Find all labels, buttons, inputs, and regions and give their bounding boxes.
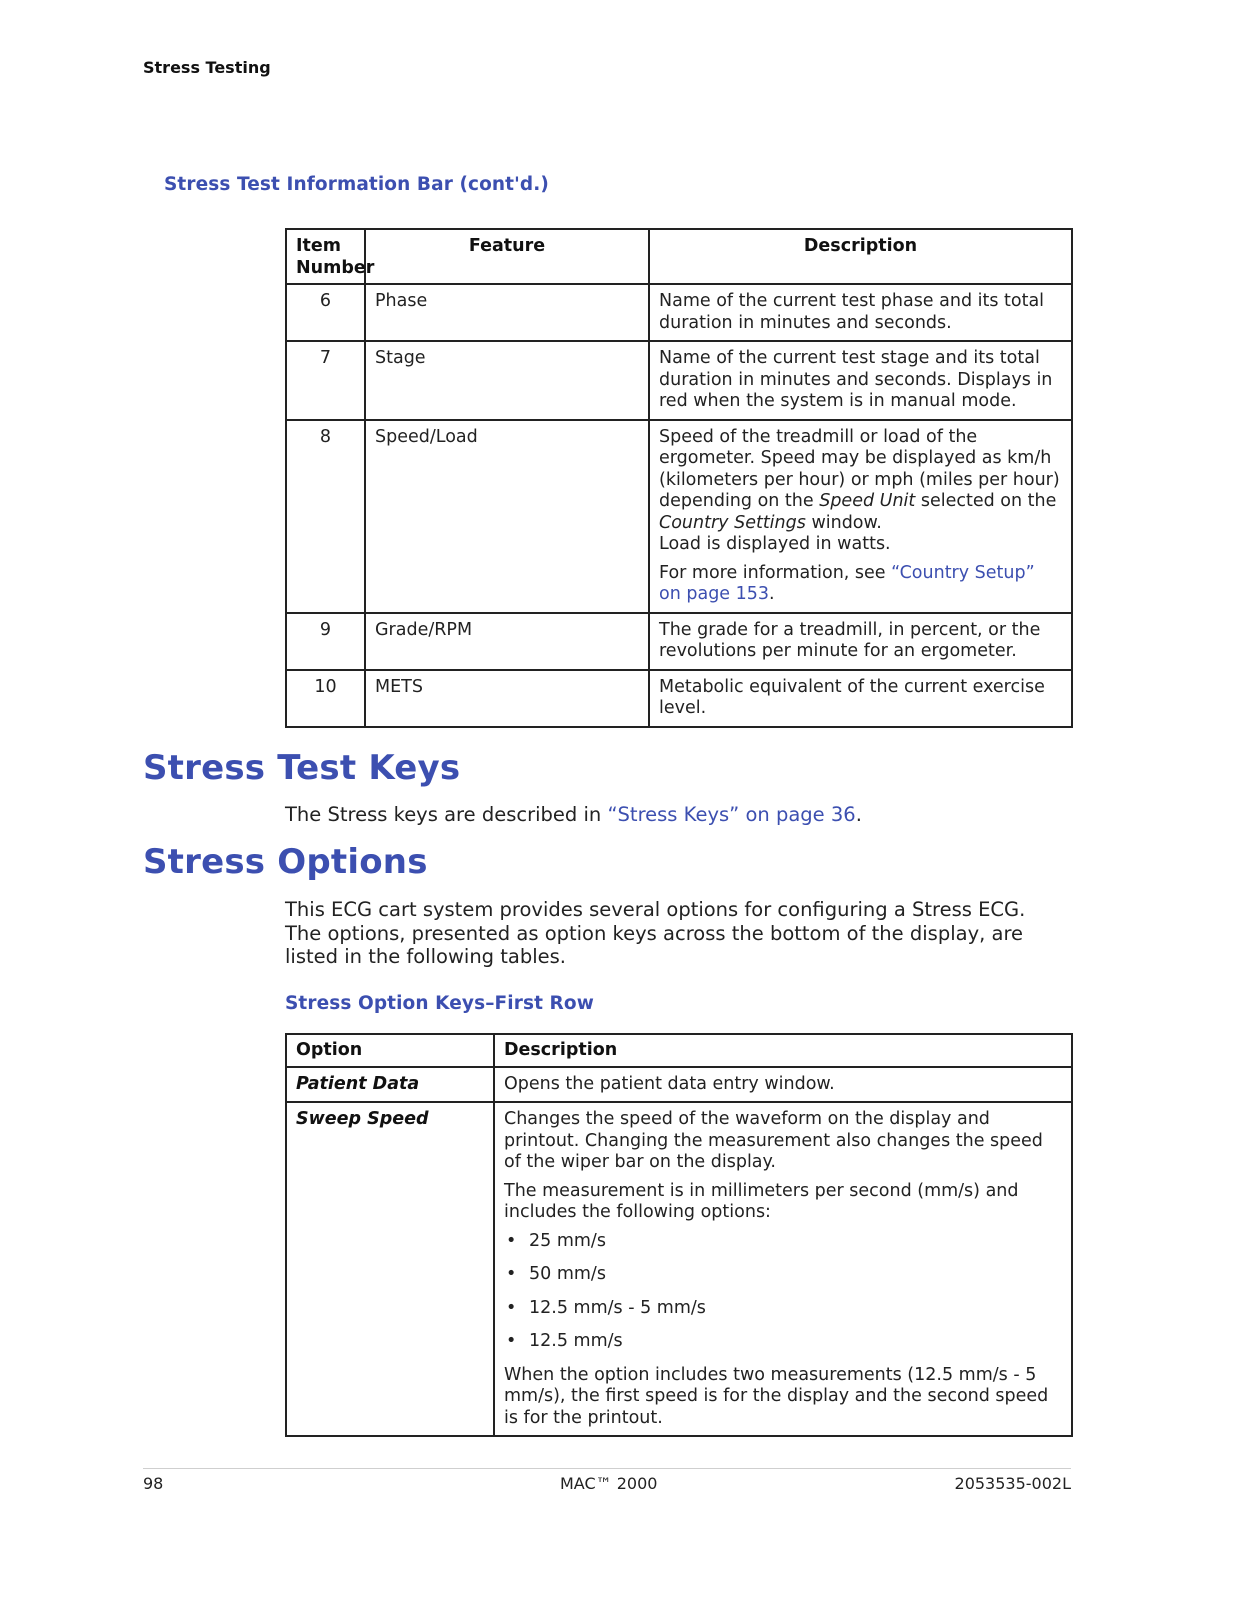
footer-divider (143, 1468, 1071, 1469)
table-row (286, 613, 1072, 670)
list-item: • 25 mm/s (504, 1231, 1062, 1253)
header-description: Description (649, 229, 1072, 284)
load-note: Load is displayed in watts. (659, 534, 891, 554)
table-row (286, 284, 1072, 341)
page-number: 98 (143, 1474, 164, 1493)
sweep-speed-options (504, 1231, 1062, 1353)
stress-options-intro: This ECG cart system provides several options for configuring a Stress ECG. The options, presented as option keys across the bottom of the display, are listed in the following tables. (285, 898, 1026, 968)
document-number: 2053535-002L (954, 1474, 1071, 1493)
item-number: 9 (286, 613, 365, 670)
table-row (286, 1102, 1072, 1436)
country-settings-term: Country Settings (659, 512, 806, 533)
feature-description: The grade for a treadmill, in percent, or the revolutions per minute for an ergometer. (649, 613, 1072, 670)
option-keys-table (285, 1033, 1073, 1437)
header-feature: Feature (365, 229, 649, 284)
feature-description: Name of the current test stage and its total duration in minutes and seconds. Displays in red when the system is in manual mode. (649, 341, 1072, 420)
running-head: Stress Testing (143, 58, 271, 77)
option-description (494, 1102, 1072, 1436)
feature-name: METS (365, 670, 649, 727)
info-bar-table (285, 228, 1073, 728)
table-row (286, 670, 1072, 727)
feature-description: Metabolic equivalent of the current exercise level. (649, 670, 1072, 727)
sweep-speed-summary: Changes the speed of the waveform on the display and printout. Changing the measurement also changes the speed of the wiper bar on the display. (504, 1109, 1043, 1172)
product-name: MAC™ 2000 (560, 1474, 658, 1493)
item-number: 8 (286, 420, 365, 613)
feature-name: Stage (365, 341, 649, 420)
stress-keys-link[interactable]: “Stress Keys” on page 36 (607, 803, 856, 826)
header-option: Option (286, 1034, 494, 1067)
feature-name: Speed/Load (365, 420, 649, 613)
header-item-number: Item Number (286, 229, 365, 284)
country-setup-link[interactable]: “Country Setup” on page 153 (659, 562, 1035, 604)
option-description: Opens the patient data entry window. (494, 1067, 1072, 1103)
option-keys-table-heading: Stress Option Keys–First Row (285, 993, 594, 1014)
feature-description (649, 420, 1072, 613)
option-name: Patient Data (286, 1067, 494, 1103)
speed-unit-term: Speed Unit (819, 491, 916, 511)
item-number: 10 (286, 670, 365, 727)
option-name: Sweep Speed (286, 1102, 494, 1436)
list-item: • 50 mm/s (504, 1264, 1062, 1286)
sweep-speed-units: The measurement is in millimeters per second (mm/s) and includes the following options: (504, 1180, 1019, 1222)
stress-keys-text: The Stress keys are described in “Stress Keys” on page 36. (285, 803, 862, 826)
feature-description: Name of the current test phase and its total duration in minutes and seconds. (649, 284, 1072, 341)
table-row (286, 1067, 1072, 1103)
sweep-speed-note: When the option includes two measurements (12.5 mm/s - 5 mm/s), the first speed is for the display and the second speed is for the printout. (504, 1364, 1049, 1428)
stress-test-keys-heading: Stress Test Keys (143, 748, 461, 788)
more-info: For more information, see “Country Setup” on page 153. (659, 562, 1035, 604)
list-item: • 12.5 mm/s (504, 1331, 1062, 1353)
stress-options-heading: Stress Options (143, 842, 428, 882)
item-number: 6 (286, 284, 365, 341)
speed-load-description: Speed of the treadmill or load of the ergometer. Speed may be displayed as km/h (kilometers per hour) or mph (miles per hour) depending on the Speed Unit selected on the Country Settings window. Load is displayed in watts. (659, 426, 1060, 554)
table-header-row (286, 1034, 1072, 1067)
feature-name: Grade/RPM (365, 613, 649, 670)
header-description: Description (494, 1034, 1072, 1067)
list-item: • 12.5 mm/s - 5 mm/s (504, 1298, 1062, 1320)
table-header-row (286, 229, 1072, 284)
feature-name: Phase (365, 284, 649, 341)
info-bar-heading: Stress Test Information Bar (cont'd.) (164, 174, 549, 195)
table-row (286, 420, 1072, 613)
table-row (286, 341, 1072, 420)
item-number: 7 (286, 341, 365, 420)
